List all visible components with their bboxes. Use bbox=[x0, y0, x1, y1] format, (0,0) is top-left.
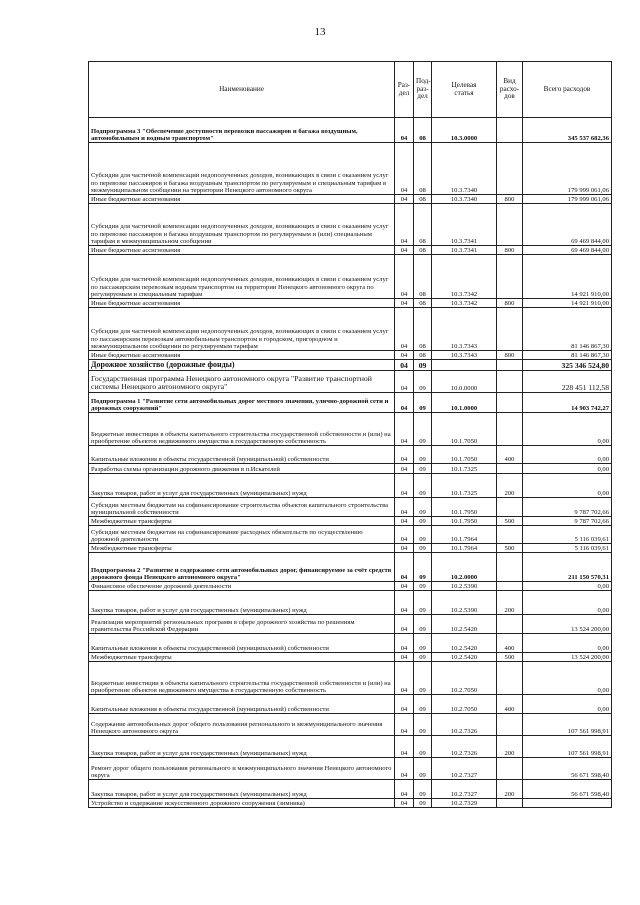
row-expense-type bbox=[497, 371, 523, 393]
row-name: Межбюджетные трансферты bbox=[89, 544, 395, 553]
row-name: Субсидии местным бюджетам на софинансирование расходных обязательств по осуществлению дорожной деятельности bbox=[89, 526, 395, 544]
row-section: 04 bbox=[395, 360, 414, 371]
row-total: 81 146 867,30 bbox=[523, 351, 612, 360]
row-name: Капитальные вложения в объекты государственной (муниципальной) собственности bbox=[89, 695, 395, 714]
row-expense-type: 200 bbox=[497, 780, 523, 799]
row-target: 10.2.5390 bbox=[432, 582, 497, 591]
row-name: Иные бюджетные ассигнования bbox=[89, 299, 395, 308]
row-total: 9 787 702,66 bbox=[523, 498, 612, 517]
row-subsection: 09 bbox=[414, 393, 432, 413]
row-total: 5 116 039,61 bbox=[523, 526, 612, 544]
row-total: 0,00 bbox=[523, 695, 612, 714]
row-total: 14 921 910,00 bbox=[523, 255, 612, 299]
row-section: 04 bbox=[395, 662, 414, 695]
row-subsection: 09 bbox=[414, 360, 432, 371]
row-subsection: 08 bbox=[414, 308, 432, 351]
row-section: 04 bbox=[395, 204, 414, 246]
row-name: Капитальные вложения в объекты государственной (муниципальной) собственности bbox=[89, 446, 395, 464]
row-section: 04 bbox=[395, 582, 414, 591]
row-section: 04 bbox=[395, 553, 414, 582]
row-subsection: 09 bbox=[414, 695, 432, 714]
row-name: Ремонт дорог общего пользования регионального и межмуниципального значения Ненецкого автономного округа bbox=[89, 758, 395, 780]
row-subsection: 09 bbox=[414, 544, 432, 553]
row-name: Разработка схемы организации дорожного движения в п.Искателей bbox=[89, 464, 395, 474]
row-target: 10.1.7050 bbox=[432, 446, 497, 464]
row-name: Реализация мероприятий региональных программ в сфере дорожного хозяйства по решениям правительства Российской Федерации bbox=[89, 615, 395, 634]
row-name: Иные бюджетные ассигнования bbox=[89, 195, 395, 204]
row-section: 04 bbox=[395, 498, 414, 517]
row-name: Закупка товаров, работ и услуг для государственных (муниципальных) нужд bbox=[89, 591, 395, 615]
row-subsection: 09 bbox=[414, 799, 432, 808]
row-section: 04 bbox=[395, 143, 414, 195]
row-target: 10.1.7950 bbox=[432, 517, 497, 526]
row-subsection: 09 bbox=[414, 526, 432, 544]
row-total: 14 903 742,27 bbox=[523, 393, 612, 413]
row-subsection: 08 bbox=[414, 118, 432, 143]
row-name: Подпрограмма 3 "Обеспечение доступности перевозки пассажиров и багажа воздушным, автомобильным и водным транспортом" bbox=[89, 118, 395, 143]
table-row bbox=[89, 517, 612, 526]
row-name: Субсидии для частичной компенсации недополученных доходов, возникающих в связи с оказанием услуг по пассажирским перевозкам водным транспортом на территории Ненецкого автономного округа по регулируемым и специальным тарифам bbox=[89, 255, 395, 299]
row-total: 69 469 844,00 bbox=[523, 246, 612, 255]
row-section: 04 bbox=[395, 695, 414, 714]
table-row bbox=[89, 351, 612, 360]
row-section: 04 bbox=[395, 464, 414, 474]
row-total bbox=[523, 799, 612, 808]
row-total: 228 451 112,58 bbox=[523, 371, 612, 393]
row-section: 04 bbox=[395, 474, 414, 498]
row-section: 04 bbox=[395, 446, 414, 464]
row-name: Субсидии для частичной компенсации недополученных доходов, возникающих в связи с оказанием услуг по перевозке пассажиров и багажа воздушным транспортом по регулируемым и специальным тарифам в межмуниципальном сообщении на территории Ненецкого автономного округа bbox=[89, 143, 395, 195]
row-subsection: 09 bbox=[414, 653, 432, 662]
row-name: Бюджетные инвестиции в объекты капитального строительства государственной собственности и (или) на приобретение объектов недвижимого имущества в государственную собственность bbox=[89, 413, 395, 446]
row-expense-type bbox=[497, 360, 523, 371]
row-expense-type bbox=[497, 413, 523, 446]
table-row bbox=[89, 195, 612, 204]
row-name: Иные бюджетные ассигнования bbox=[89, 351, 395, 360]
row-subsection: 09 bbox=[414, 446, 432, 464]
row-total: 56 671 598,40 bbox=[523, 758, 612, 780]
row-target: 10.2.7329 bbox=[432, 799, 497, 808]
row-section: 04 bbox=[395, 615, 414, 634]
table-row bbox=[89, 255, 612, 299]
row-subsection: 09 bbox=[414, 758, 432, 780]
row-name: Субсидии для частичной компенсации недополученных доходов, возникающих в связи с оказанием услуг по пассажирским перевозкам автомобильным транспортом в городском, пригородном и межмуниципальном сообщении по регулируемым тарифам bbox=[89, 308, 395, 351]
row-subsection: 08 bbox=[414, 299, 432, 308]
header-row bbox=[89, 62, 612, 118]
row-total: 0,00 bbox=[523, 582, 612, 591]
row-name: Межбюджетные трансферты bbox=[89, 653, 395, 662]
row-name: Иные бюджетные ассигнования bbox=[89, 246, 395, 255]
row-target: 10.0.0000 bbox=[432, 371, 497, 393]
row-target: 10.1.7050 bbox=[432, 413, 497, 446]
budget-table bbox=[88, 61, 612, 808]
row-expense-type bbox=[497, 526, 523, 544]
table-row bbox=[89, 653, 612, 662]
row-expense-type bbox=[497, 393, 523, 413]
row-name: Подпрограмма 1 "Развитие сети автомобильных дорог местного значения, улично-дорожной сети и дорожных сооружений" bbox=[89, 393, 395, 413]
row-subsection: 09 bbox=[414, 582, 432, 591]
row-total: 0,00 bbox=[523, 591, 612, 615]
table-row bbox=[89, 246, 612, 255]
row-total: 5 116 039,61 bbox=[523, 544, 612, 553]
row-name: Закупка товаров, работ и услуг для государственных (муниципальных) нужд bbox=[89, 736, 395, 758]
row-subsection: 08 bbox=[414, 204, 432, 246]
row-total: 13 524 200,00 bbox=[523, 615, 612, 634]
row-total: 0,00 bbox=[523, 662, 612, 695]
header-total: Всего расходов bbox=[523, 62, 612, 118]
row-subsection: 09 bbox=[414, 615, 432, 634]
row-section: 04 bbox=[395, 308, 414, 351]
row-target: 10.1.7950 bbox=[432, 498, 497, 517]
row-section: 04 bbox=[395, 780, 414, 799]
row-total: 211 150 570,31 bbox=[523, 553, 612, 582]
table-row bbox=[89, 498, 612, 517]
row-name: Государственная программа Ненецкого автономного округа "Развитие транспортной системы Ненецкого автономного округа" bbox=[89, 371, 395, 393]
table-row bbox=[89, 591, 612, 615]
row-section: 04 bbox=[395, 255, 414, 299]
row-expense-type: 200 bbox=[497, 736, 523, 758]
row-expense-type bbox=[497, 758, 523, 780]
row-expense-type bbox=[497, 582, 523, 591]
row-name: Финансовое обеспечение дорожной деятельности bbox=[89, 582, 395, 591]
header-subsection: Под- раз- дел bbox=[414, 62, 432, 118]
row-target: 10.2.5420 bbox=[432, 615, 497, 634]
row-target: 10.3.7341 bbox=[432, 204, 497, 246]
row-subsection: 09 bbox=[414, 714, 432, 736]
row-total: 0,00 bbox=[523, 474, 612, 498]
row-section: 04 bbox=[395, 653, 414, 662]
row-total: 69 469 844,00 bbox=[523, 204, 612, 246]
row-subsection: 08 bbox=[414, 255, 432, 299]
row-subsection: 09 bbox=[414, 591, 432, 615]
row-target: 10.2.7050 bbox=[432, 662, 497, 695]
row-expense-type bbox=[497, 662, 523, 695]
row-subsection: 09 bbox=[414, 634, 432, 653]
row-name: Капитальные вложения в объекты государственной (муниципальной) собственности bbox=[89, 634, 395, 653]
row-subsection: 09 bbox=[414, 780, 432, 799]
header-expense-type: Вид расхо- дов bbox=[497, 62, 523, 118]
row-expense-type bbox=[497, 553, 523, 582]
row-target: 10.1.0000 bbox=[432, 393, 497, 413]
table-row bbox=[89, 393, 612, 413]
row-expense-type: 400 bbox=[497, 695, 523, 714]
row-section: 04 bbox=[395, 591, 414, 615]
row-total: 81 146 867,30 bbox=[523, 308, 612, 351]
row-total: 179 999 061,06 bbox=[523, 195, 612, 204]
row-section: 04 bbox=[395, 195, 414, 204]
row-total: 0,00 bbox=[523, 634, 612, 653]
table-row bbox=[89, 695, 612, 714]
row-target: 10.1.7325 bbox=[432, 474, 497, 498]
page-number: 13 bbox=[314, 26, 326, 38]
row-expense-type bbox=[497, 799, 523, 808]
table-row bbox=[89, 526, 612, 544]
row-section: 04 bbox=[395, 351, 414, 360]
row-name: Дорожное хозяйство (дорожные фонды) bbox=[89, 360, 395, 371]
row-expense-type: 800 bbox=[497, 195, 523, 204]
row-expense-type bbox=[497, 714, 523, 736]
row-section: 04 bbox=[395, 736, 414, 758]
header-target: Целевая статья bbox=[432, 62, 497, 118]
row-expense-type: 500 bbox=[497, 653, 523, 662]
row-target: 10.2.5390 bbox=[432, 591, 497, 615]
row-expense-type: 800 bbox=[497, 351, 523, 360]
row-target: 10.3.7343 bbox=[432, 308, 497, 351]
row-name: Закупка товаров, работ и услуг для государственных (муниципальных) нужд bbox=[89, 780, 395, 799]
row-total: 325 346 524,80 bbox=[523, 360, 612, 371]
row-subsection: 08 bbox=[414, 143, 432, 195]
table-row bbox=[89, 371, 612, 393]
row-name: Подпрограмма 2 "Развитие и содержание сети автомобильных дорог, финансируемое за счёт средств дорожного фонда Ненецкого автономного округа" bbox=[89, 553, 395, 582]
row-section: 04 bbox=[395, 517, 414, 526]
row-subsection: 09 bbox=[414, 553, 432, 582]
row-target: 10.2.7326 bbox=[432, 714, 497, 736]
row-total: 0,00 bbox=[523, 446, 612, 464]
row-expense-type bbox=[497, 308, 523, 351]
table-row bbox=[89, 204, 612, 246]
table-row bbox=[89, 736, 612, 758]
row-subsection: 09 bbox=[414, 498, 432, 517]
row-target: 10.2.7326 bbox=[432, 736, 497, 758]
row-subsection: 09 bbox=[414, 413, 432, 446]
row-subsection: 09 bbox=[414, 736, 432, 758]
row-expense-type: 800 bbox=[497, 299, 523, 308]
row-subsection: 09 bbox=[414, 474, 432, 498]
row-target bbox=[432, 360, 497, 371]
row-target: 10.3.7340 bbox=[432, 143, 497, 195]
table-row bbox=[89, 615, 612, 634]
table-row bbox=[89, 360, 612, 371]
row-section: 04 bbox=[395, 371, 414, 393]
row-name: Закупка товаров, работ и услуг для государственных (муниципальных) нужд bbox=[89, 474, 395, 498]
row-section: 04 bbox=[395, 544, 414, 553]
row-total: 179 999 061,06 bbox=[523, 143, 612, 195]
row-total: 345 537 682,36 bbox=[523, 118, 612, 143]
row-expense-type: 500 bbox=[497, 517, 523, 526]
row-target: 10.3.7342 bbox=[432, 299, 497, 308]
table-row bbox=[89, 118, 612, 143]
row-name: Бюджетные инвестиции в объекты капитального строительства государственной собственности и (или) на приобретение объектов недвижимого имущества в государственную собственность bbox=[89, 662, 395, 695]
row-target: 10.2.5420 bbox=[432, 653, 497, 662]
row-target: 10.3.0000 bbox=[432, 118, 497, 143]
row-section: 04 bbox=[395, 393, 414, 413]
row-target: 10.2.5420 bbox=[432, 634, 497, 653]
table-row bbox=[89, 758, 612, 780]
table-row bbox=[89, 299, 612, 308]
row-subsection: 09 bbox=[414, 371, 432, 393]
row-name: Содержание автомобильных дорог общего пользования регионального и межмуниципального значения Ненецкого автономного округа bbox=[89, 714, 395, 736]
row-name: Субсидии местным бюджетам на софинансирование строительства объектов капитального строительства муниципальной собственности bbox=[89, 498, 395, 517]
row-total: 14 921 910,00 bbox=[523, 299, 612, 308]
table-row bbox=[89, 446, 612, 464]
row-section: 04 bbox=[395, 118, 414, 143]
row-subsection: 08 bbox=[414, 195, 432, 204]
row-section: 04 bbox=[395, 714, 414, 736]
table-row bbox=[89, 634, 612, 653]
header-section: Раз- дел bbox=[395, 62, 414, 118]
row-expense-type bbox=[497, 615, 523, 634]
table-row bbox=[89, 553, 612, 582]
row-subsection: 09 bbox=[414, 464, 432, 474]
row-target: 10.1.7964 bbox=[432, 544, 497, 553]
row-expense-type: 500 bbox=[497, 544, 523, 553]
row-section: 04 bbox=[395, 634, 414, 653]
table-row bbox=[89, 582, 612, 591]
row-total: 0,00 bbox=[523, 464, 612, 474]
row-expense-type: 200 bbox=[497, 474, 523, 498]
row-target: 10.2.7050 bbox=[432, 695, 497, 714]
table-row bbox=[89, 714, 612, 736]
row-target: 10.1.7325 bbox=[432, 464, 497, 474]
row-name: Межбюджетные трансферты bbox=[89, 517, 395, 526]
table-row bbox=[89, 143, 612, 195]
row-target: 10.3.7343 bbox=[432, 351, 497, 360]
row-total: 9 787 702,66 bbox=[523, 517, 612, 526]
row-target: 10.2.7327 bbox=[432, 758, 497, 780]
row-section: 04 bbox=[395, 299, 414, 308]
row-expense-type bbox=[497, 255, 523, 299]
row-subsection: 09 bbox=[414, 662, 432, 695]
row-expense-type bbox=[497, 118, 523, 143]
row-total: 107 561 998,91 bbox=[523, 714, 612, 736]
row-total: 56 671 598,40 bbox=[523, 780, 612, 799]
row-section: 04 bbox=[395, 526, 414, 544]
row-expense-type: 400 bbox=[497, 446, 523, 464]
table-row bbox=[89, 544, 612, 553]
row-target: 10.2.0000 bbox=[432, 553, 497, 582]
row-total: 0,00 bbox=[523, 413, 612, 446]
row-section: 04 bbox=[395, 413, 414, 446]
table-row bbox=[89, 413, 612, 446]
row-expense-type bbox=[497, 464, 523, 474]
row-total: 13 524 200,00 bbox=[523, 653, 612, 662]
row-expense-type bbox=[497, 204, 523, 246]
table-row bbox=[89, 799, 612, 808]
table-row bbox=[89, 308, 612, 351]
row-section: 04 bbox=[395, 799, 414, 808]
table-row bbox=[89, 474, 612, 498]
row-target: 10.2.7327 bbox=[432, 780, 497, 799]
row-expense-type bbox=[497, 498, 523, 517]
row-name: Устройство и содержание искусственного дорожного сооружения (зимника) bbox=[89, 799, 395, 808]
table-body bbox=[89, 118, 612, 808]
table-row bbox=[89, 662, 612, 695]
row-expense-type: 400 bbox=[497, 634, 523, 653]
row-target: 10.3.7340 bbox=[432, 195, 497, 204]
row-section: 04 bbox=[395, 246, 414, 255]
table-row bbox=[89, 780, 612, 799]
row-target: 10.3.7341 bbox=[432, 246, 497, 255]
row-target: 10.3.7342 bbox=[432, 255, 497, 299]
row-target: 10.1.7964 bbox=[432, 526, 497, 544]
row-total: 107 561 998,91 bbox=[523, 736, 612, 758]
row-subsection: 08 bbox=[414, 246, 432, 255]
row-expense-type: 200 bbox=[497, 591, 523, 615]
table-row bbox=[89, 464, 612, 474]
row-expense-type: 800 bbox=[497, 246, 523, 255]
row-subsection: 09 bbox=[414, 517, 432, 526]
row-subsection: 08 bbox=[414, 351, 432, 360]
header-name: Наименование bbox=[89, 62, 395, 118]
row-name: Субсидии для частичной компенсации недополученных доходов, возникающих в связи с оказанием услуг по перевозке пассажиров и багажа воздушным транспортом по регулируемым и (или) специальным тарифам в межмуниципальном сообщении bbox=[89, 204, 395, 246]
row-section: 04 bbox=[395, 758, 414, 780]
row-expense-type bbox=[497, 143, 523, 195]
